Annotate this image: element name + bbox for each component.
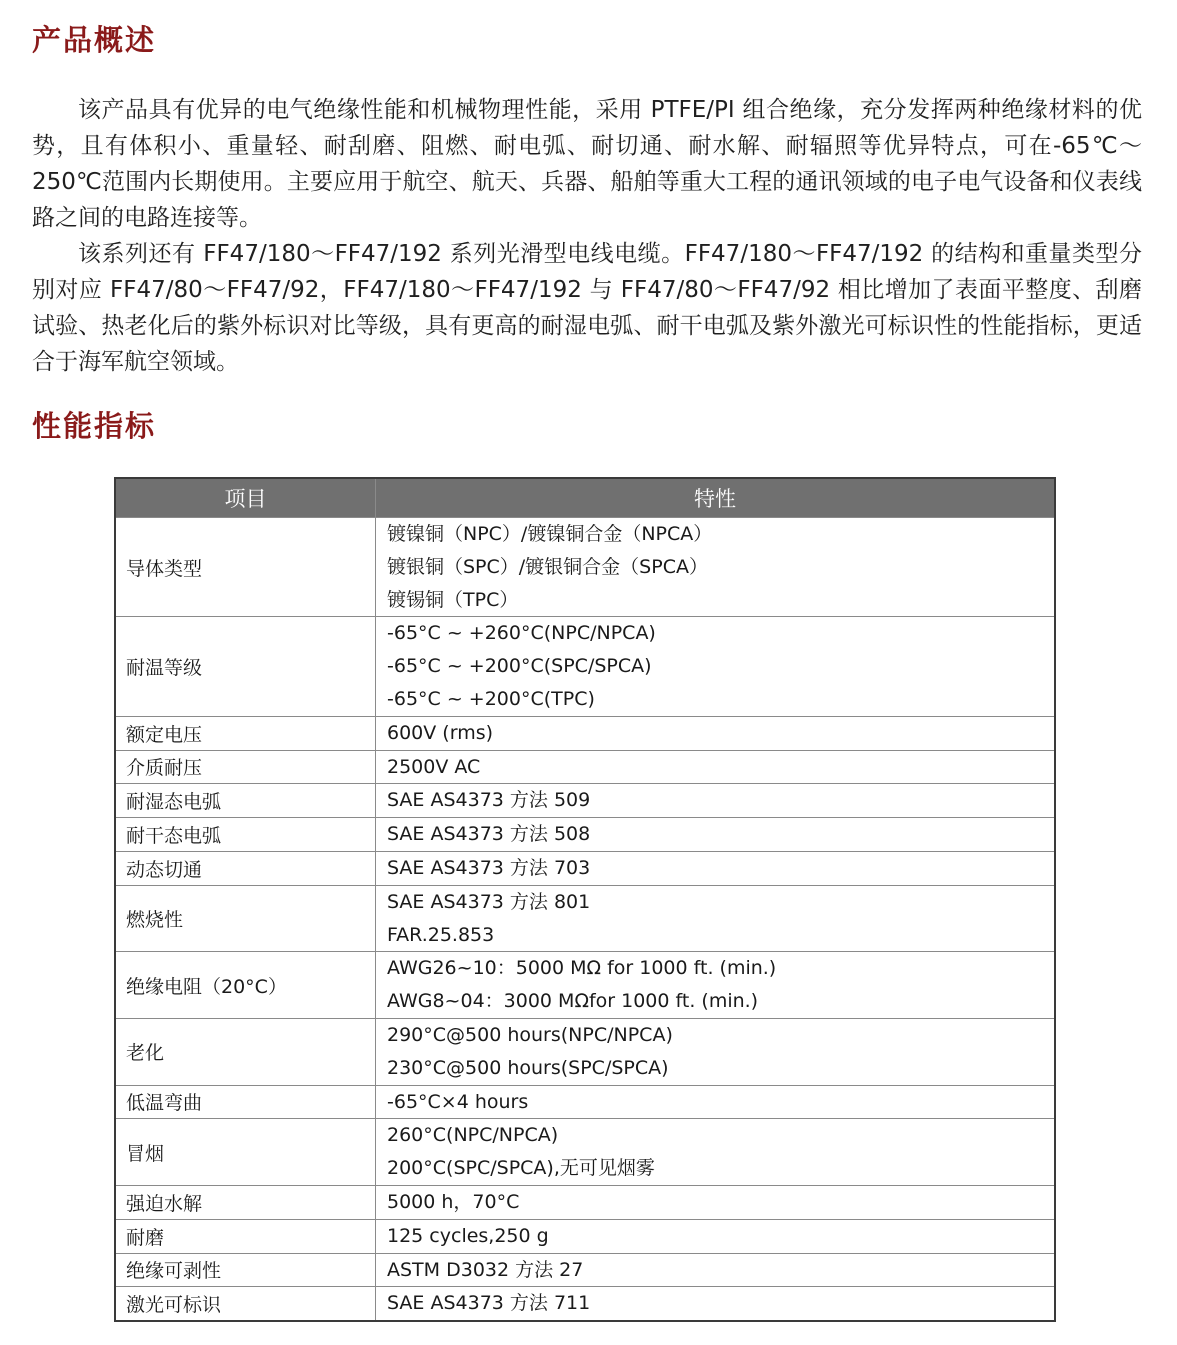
table-row (115, 750, 1055, 784)
row-value-line: 镀镍铜（NPC）/镀镍铜合金（NPCA） (387, 523, 713, 545)
overview-text (32, 92, 1142, 380)
row-item-label: 激光可标识 (115, 1287, 376, 1321)
row-value-cell (376, 518, 1056, 617)
row-value-line: 125 cycles,250 g (387, 1224, 549, 1247)
row-value-line: ASTM D3032 方法 27 (387, 1258, 584, 1281)
table-row (115, 1287, 1055, 1321)
section-title-performance: 性能指标 (32, 409, 157, 443)
row-value-line: -65°C×4 hours (387, 1090, 529, 1113)
row-value-line: 230°C@500 hours(SPC/SPCA) (387, 1056, 669, 1079)
table-row (115, 784, 1055, 818)
row-value-line: -65°C ~ +260°C(NPC/NPCA) (387, 622, 656, 645)
row-value-line: SAE AS4373 方法 711 (387, 1292, 591, 1315)
row-value-cell (376, 885, 1056, 952)
row-item-label: 耐干态电弧 (115, 818, 376, 852)
row-value-line: 260°C(NPC/NPCA) (387, 1124, 559, 1147)
row-value-cell (376, 952, 1056, 1019)
row-value-cell (376, 1287, 1056, 1321)
row-value-line: -65°C ~ +200°C(TPC) (387, 687, 595, 710)
row-value-cell (376, 1018, 1056, 1085)
row-item-label: 动态切通 (115, 851, 376, 885)
table-row (115, 885, 1055, 952)
row-value-line: SAE AS4373 方法 703 (387, 856, 591, 879)
row-item-label: 低温弯曲 (115, 1085, 376, 1119)
row-value-cell (376, 851, 1056, 885)
header-property: 特性 (376, 478, 1056, 518)
row-value-line: FAR.25.853 (387, 923, 495, 946)
row-value-cell (376, 1085, 1056, 1119)
row-item-label: 冒烟 (115, 1119, 376, 1186)
table-row (115, 952, 1055, 1019)
row-value-cell (376, 750, 1056, 784)
row-value-line: 镀银铜（SPC）/镀银铜合金（SPCA） (387, 555, 708, 578)
row-value-cell (376, 818, 1056, 852)
row-item-label: 强迫水解 (115, 1185, 376, 1219)
row-value-line: 200°C(SPC/SPCA),无可见烟雾 (387, 1157, 655, 1180)
table-row (115, 818, 1055, 852)
header-item: 项目 (115, 478, 376, 518)
row-item-label: 导体类型 (115, 518, 376, 617)
row-value-line: AWG8~04：3000 MΩfor 1000 ft. (min.) (387, 990, 759, 1013)
row-value-line: 600V (rms) (387, 721, 494, 744)
row-value-cell (376, 1185, 1056, 1219)
overview-paragraph-1: 该产品具有优异的电气绝缘性能和机械物理性能，采用 PTFE/PI 组合绝缘，充分发挥两种绝缘材料的优势，且有体积小、重量轻、耐刮磨、阻燃、耐电弧、耐切通、耐水解、耐辐照等优异特点，可在-65℃～250℃范围内长期使用。主要应用于航空、航天、兵器、船舶等重大工程的通讯领域的电子电气设备和仪表线路之间的电路连接等。 (32, 97, 1142, 231)
row-item-label: 燃烧性 (115, 885, 376, 952)
table-row (115, 1219, 1055, 1253)
section-title-overview: 产品概述 (32, 23, 157, 57)
row-value-cell (376, 617, 1056, 716)
row-value-line: 2500V AC (387, 755, 481, 778)
row-item-label: 耐湿态电弧 (115, 784, 376, 818)
row-item-label: 耐温等级 (115, 617, 376, 716)
row-item-label: 耐磨 (115, 1219, 376, 1253)
spec-table (114, 477, 1056, 1322)
table-row (115, 1119, 1055, 1186)
row-value-cell (376, 1253, 1056, 1287)
row-item-label: 介质耐压 (115, 750, 376, 784)
row-value-cell (376, 1119, 1056, 1186)
row-value-line: 镀锡铜（TPC） (387, 588, 519, 611)
table-row (115, 1253, 1055, 1287)
table-body (115, 518, 1055, 1322)
row-value-line: -65°C ~ +200°C(SPC/SPCA) (387, 655, 652, 678)
row-value-line: SAE AS4373 方法 509 (387, 789, 591, 812)
table-header-row (115, 478, 1055, 518)
overview-paragraph-2: 该系列还有 FF47/180～FF47/192 系列光滑型电线电缆。FF47/180～FF47/192 的结构和重量类型分别对应 FF47/80～FF47/92，FF47/180～FF47/192 与 FF47/80～FF47/92 相比增加了表面平整度、刮磨试验、热老化后的紫外标识对比等级，具有更高的耐湿电弧、耐干电弧及紫外激光可标识性的性能指标，更适合于海军航空领域。 (32, 241, 1142, 375)
row-item-label: 老化 (115, 1018, 376, 1085)
table-row (115, 851, 1055, 885)
row-value-line: SAE AS4373 方法 801 (387, 890, 591, 913)
table-row (115, 1185, 1055, 1219)
row-item-label: 绝缘电阻（20°C） (115, 952, 376, 1019)
row-value-cell (376, 784, 1056, 818)
table-row (115, 518, 1055, 617)
row-item-label: 额定电压 (115, 716, 376, 750)
row-item-label: 绝缘可剥性 (115, 1253, 376, 1287)
table-row (115, 716, 1055, 750)
row-value-line: 5000 h，70°C (387, 1190, 520, 1213)
table-row (115, 1018, 1055, 1085)
table-row (115, 617, 1055, 716)
row-value-cell (376, 1219, 1056, 1253)
row-value-cell (376, 716, 1056, 750)
row-value-line: 290°C@500 hours(NPC/NPCA) (387, 1023, 673, 1046)
row-value-line: SAE AS4373 方法 508 (387, 823, 591, 846)
row-value-line: AWG26~10：5000 MΩ for 1000 ft. (min.) (387, 957, 777, 980)
table-row (115, 1085, 1055, 1119)
